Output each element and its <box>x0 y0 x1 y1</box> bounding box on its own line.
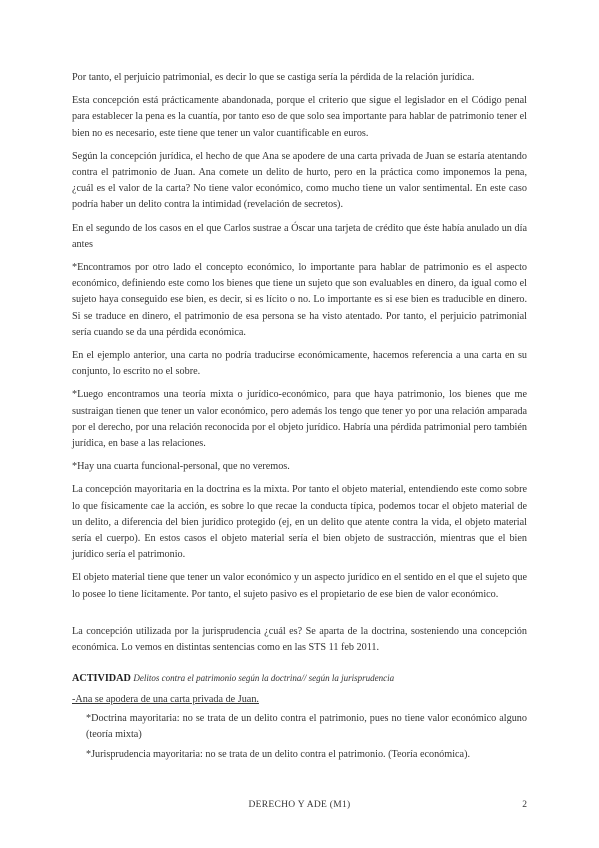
footer-title: DERECHO Y ADE (M1) <box>248 800 351 810</box>
activity-label: ACTIVIDAD <box>72 673 131 685</box>
paragraph: *Encontramos por otro lado el concepto económico, lo importante para hablar de patrimonio es el aspecto económico, definiendo este como los bienes que tiene un sujeto que son evaluables en dinero, da igual como el sujeto haya conseguido ese bien, es decir, si es lícito o no. Lo importante es si ese bien es traducible en dinero. Si se traduce en dinero, el patrimonio de esa persona se ha visto atentado. Por tanto, el perjuicio patrimonial sería cuando se da una pérdida económica. <box>72 262 527 338</box>
paragraph: La concepción utilizada por la jurisprudencia ¿cuál es? Se aparta de la doctrina, sosteniendo una concepción económica. Lo vemos en distintas sentencias como en las STS 11 feb 2011. <box>72 625 527 654</box>
paragraph: Por tanto, el perjuicio patrimonial, es decir lo que se castiga sería la pérdida de la relación jurídica. <box>72 72 475 83</box>
document-page <box>72 70 527 767</box>
paragraph: En el ejemplo anterior, una carta no podría traducirse económicamente, hacemos referencia a una carta en su conjunto, lo escrito no el sobre. <box>72 350 527 378</box>
activity-subtitle: Delitos contra el patrimonio según la doctrina// según la jurisprudencia <box>133 673 395 684</box>
paragraph: Según la concepción jurídica, el hecho de que Ana se apodere de una carta privada de Juan se estaría atentando contra el patrimonio de Juan. Ana comete un delito de hurto, pero en la práctica como imponemos la pena, ¿cuál es el valor de la carta? No tiene valor económico, como mucho tiene un valor sentimental. En este caso podría haber un delito contra la intimidad (revelación de secretos). <box>72 150 527 211</box>
paragraph: *Hay una cuarta funcional-personal, que no veremos. <box>72 461 290 473</box>
activity-heading <box>72 670 527 687</box>
page-number: 2 <box>522 800 527 810</box>
paragraph: La concepción mayoritaria en la doctrina es la mixta. Por tanto el objeto material, entendiendo este como sobre lo que físicamente cae la acción, es sobre lo que recae la conducta típica, podemos tocar el objeto material de un delito, a diferencia del bien jurídico protegido (ej, en un delito que atente contra la vida, el objeto material sería el cuerpo). En estos casos el objeto material sería el bien objeto de sustracción, mientras que el bien jurídico sería el patrimonio. <box>72 484 527 561</box>
paragraph: *Luego encontramos una teoría mixta o jurídico-económico, para que haya patrimonio, los bienes que me sustraigan tienen que tener un valor económico, pero además los tengo que tener yo por una relación amparada por el derecho, por una relación reconocida por el objeto jurídico. Habría una pérdida patrimonial pero también jurídica, en base a las relaciones. <box>72 389 527 450</box>
page-footer <box>72 800 527 816</box>
activity-answer: *Jurisprudencia mayoritaria: no se trata de un delito contra el patrimonio. (Teoría económica). <box>86 749 471 761</box>
activity-case: -Ana se apodera de una carta privada de Juan. <box>72 693 259 705</box>
paragraph: En el segundo de los casos en el que Carlos sustrae a Óscar una tarjeta de crédito que éste había anulado un día antes <box>72 222 527 250</box>
spacer <box>72 610 527 624</box>
paragraph: El objeto material tiene que tener un valor económico y un aspecto jurídico en el sentido en el que el sujeto que lo posee lo tiene lícitamente. Por tanto, el sujeto pasivo es el propietario de ese bien de valor económico. <box>72 572 527 600</box>
activity-answer: *Doctrina mayoritaria: no se trata de un delito contra el patrimonio, pues no tiene valor económico alguno (teoría mixta) <box>86 712 527 740</box>
paragraph: Esta concepción está prácticamente abandonada, porque el criterio que sigue el legislador en el Código penal para establecer la pena es la cuantía, por tanto eso de que solo sea importante para hablar de patrimonio tener el bien no es necesario, este tiene que tener un valor cuantificable en euros. <box>72 95 527 139</box>
